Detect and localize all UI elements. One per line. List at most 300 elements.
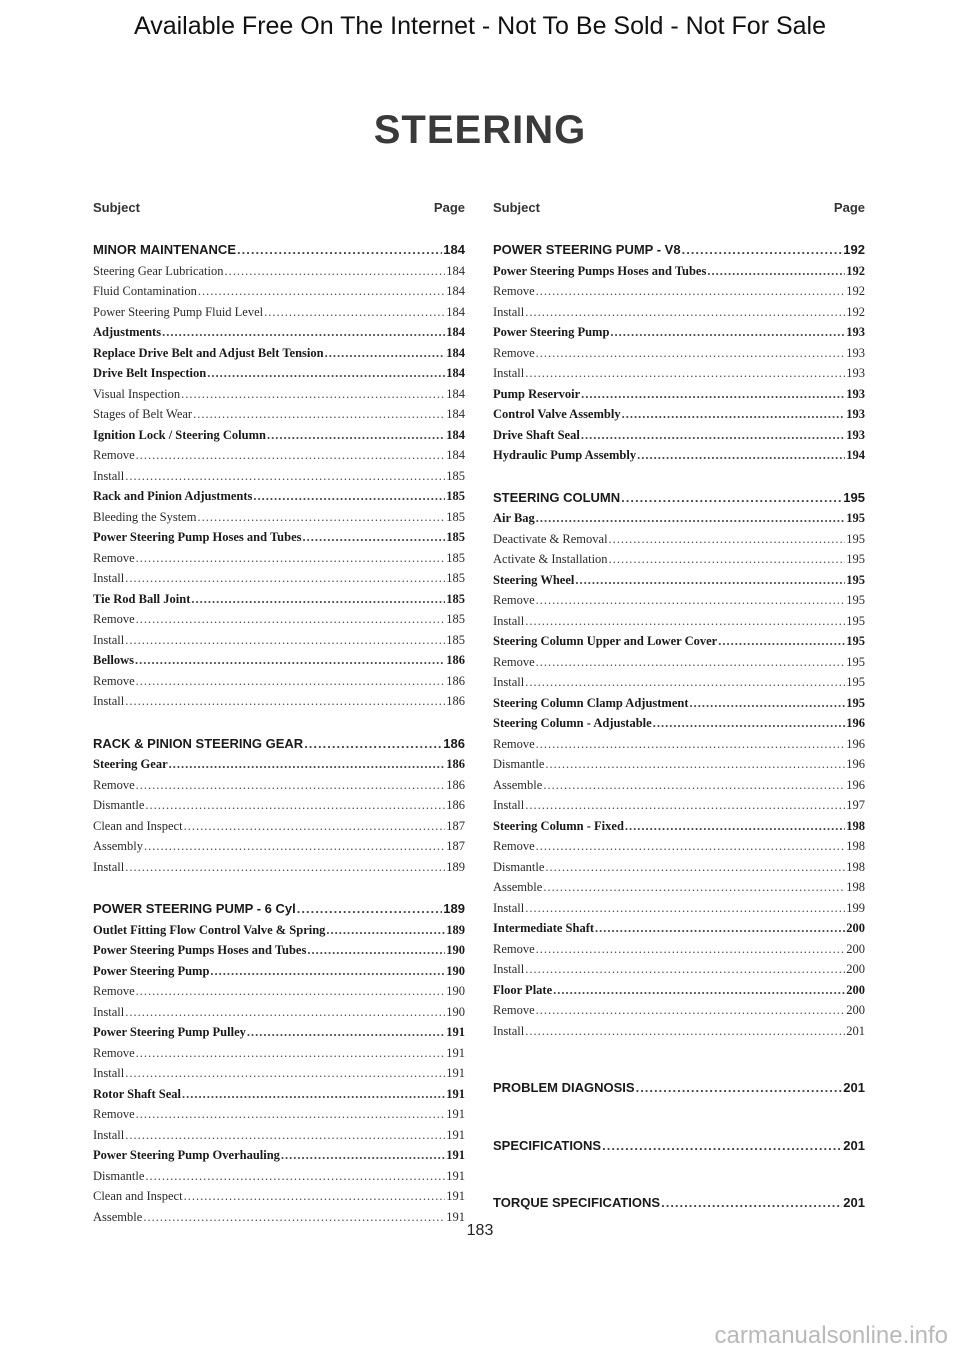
page-header: Page — [433, 200, 465, 215]
toc-entry-label: Ignition Lock / Steering Column — [93, 427, 266, 442]
toc-entry-page: 191 — [446, 1209, 465, 1224]
toc-entry-page: 185 — [446, 612, 465, 626]
dot-leader — [247, 1022, 445, 1043]
dot-leader — [543, 877, 845, 898]
toc-entry[interactable] — [93, 857, 465, 878]
dot-leader — [144, 836, 445, 857]
toc-entry[interactable] — [493, 508, 865, 529]
toc-entry-label: Power Steering Pump — [493, 325, 610, 339]
dot-leader — [145, 1166, 445, 1187]
toc-entry-label: Dismantle — [93, 798, 145, 812]
toc-entry-label: Deactivate & Removal — [493, 531, 608, 546]
toc-entry[interactable] — [93, 363, 465, 384]
toc-entry-label: Remove — [93, 612, 135, 626]
toc-entry-page: 191 — [446, 1168, 465, 1183]
toc-section-entry[interactable] — [493, 488, 865, 509]
toc-entry[interactable] — [493, 980, 865, 1001]
toc-entry-label: Fluid Contamination — [93, 284, 197, 298]
toc-entry[interactable] — [93, 691, 465, 712]
dot-leader — [307, 940, 445, 961]
toc-entry-page: 191 — [446, 1127, 465, 1142]
toc-entry-label: Outlet Fitting Flow Control Valve & Spring — [93, 922, 326, 937]
toc-entry-page: 190 — [446, 984, 465, 998]
toc-section-entry[interactable] — [493, 1193, 865, 1214]
toc-entry-label: Remove — [493, 345, 535, 360]
toc-entry[interactable] — [493, 343, 865, 364]
toc-entry-page: 185 — [446, 632, 465, 647]
dot-leader — [125, 466, 445, 487]
dot-leader — [525, 363, 845, 384]
toc-entry-page: 189 — [446, 859, 465, 874]
toc-entry-label: Steering Column Clamp Adjustment — [493, 695, 689, 710]
toc-entry-page: 194 — [846, 448, 865, 462]
toc-entry[interactable] — [493, 918, 865, 939]
toc-entry-page: 185 — [446, 591, 465, 606]
toc-entry[interactable] — [93, 404, 465, 425]
toc-entry-label: Hydraulic Pump Assembly — [493, 448, 637, 462]
toc-entry[interactable] — [493, 1021, 865, 1042]
dot-leader — [543, 775, 845, 796]
toc-entry[interactable] — [493, 877, 865, 898]
toc-entry-page: 193 — [846, 427, 865, 442]
toc-entry-page: 196 — [846, 757, 865, 771]
toc-entry[interactable] — [493, 281, 865, 302]
toc-entry-page: 190 — [446, 963, 465, 978]
toc-entry[interactable] — [493, 302, 865, 323]
toc-entry[interactable] — [493, 570, 865, 591]
dot-leader — [610, 322, 845, 343]
toc-entry-label: Remove — [493, 284, 535, 298]
toc-entry[interactable] — [493, 959, 865, 980]
dot-leader — [690, 693, 846, 714]
toc-entry-label: Power Steering Pump Hoses and Tubes — [93, 530, 302, 544]
toc-entry[interactable] — [493, 836, 865, 857]
toc-entry-label: Power Steering Pumps Hoses and Tubes — [93, 943, 307, 957]
dot-leader — [145, 795, 445, 816]
toc-entry[interactable] — [493, 529, 865, 550]
toc-entry[interactable] — [93, 466, 465, 487]
dot-leader — [169, 754, 446, 775]
toc-entry-page: 184 — [446, 284, 465, 298]
dot-leader — [136, 981, 446, 1002]
dot-leader — [281, 1145, 445, 1166]
dot-leader — [536, 281, 846, 302]
dot-leader — [184, 816, 446, 837]
toc-entry[interactable] — [93, 920, 465, 941]
toc-entry-label: Install — [93, 1004, 125, 1019]
dot-leader — [136, 445, 446, 466]
toc-entry[interactable] — [493, 672, 865, 693]
toc-entry-label: Install — [93, 468, 125, 483]
dot-leader — [125, 691, 445, 712]
toc-entry-label: Install — [493, 962, 525, 976]
dot-leader — [653, 713, 846, 734]
toc-entry[interactable] — [493, 734, 865, 755]
toc-entry[interactable] — [93, 609, 465, 630]
dot-leader — [125, 857, 445, 878]
toc-entry-page: 190 — [446, 943, 465, 957]
toc-entry[interactable] — [493, 445, 865, 466]
toc-entry-label: Remove — [93, 673, 135, 688]
toc-entry-label: Remove — [93, 1045, 135, 1060]
toc-section-entry[interactable] — [93, 734, 465, 755]
dot-leader — [536, 508, 845, 529]
toc-entry-label: Install — [93, 1066, 125, 1080]
toc-entry-page: 193 — [846, 345, 865, 360]
toc-entry[interactable] — [493, 775, 865, 796]
toc-entry-page: 200 — [846, 962, 865, 976]
toc-entry-label: Remove — [93, 448, 135, 462]
page-title: STEERING — [373, 108, 587, 152]
toc-entry-label: Steering Column Upper and Lower Cover — [493, 634, 718, 648]
toc-entry-label: Bleeding the System — [93, 509, 197, 524]
toc-entry-label: Air Bag — [493, 511, 535, 525]
toc-section-entry[interactable] — [93, 240, 465, 261]
toc-entry-page: 200 — [846, 1003, 865, 1017]
toc-entry-page: 184 — [446, 427, 465, 442]
toc-entry-label: Install — [493, 675, 525, 689]
toc-entry-page: 195 — [846, 572, 865, 587]
toc-entry-page: 200 — [846, 921, 865, 935]
toc-entry[interactable] — [93, 548, 465, 569]
toc-entry-page: 186 — [443, 735, 465, 751]
toc-entry-label: Install — [493, 1023, 525, 1038]
toc-entry[interactable] — [93, 589, 465, 610]
toc-entry[interactable] — [93, 940, 465, 961]
toc-entry-page: 186 — [446, 653, 465, 667]
toc-entry[interactable] — [93, 650, 465, 671]
toc-entry[interactable] — [493, 611, 865, 632]
toc-entry-label: Remove — [93, 777, 135, 792]
toc-entry-page: 191 — [446, 1066, 465, 1080]
toc-entry-page: 185 — [446, 489, 465, 503]
toc-entry-label: Drive Belt Inspection — [93, 366, 207, 380]
toc-entry-label: POWER STEERING PUMP - 6 Cyl — [93, 901, 296, 916]
toc-entry[interactable] — [493, 857, 865, 878]
toc-entry-page: 192 — [846, 304, 865, 319]
dot-leader — [581, 425, 845, 446]
toc-entry-page: 189 — [443, 901, 465, 916]
toc-entry[interactable] — [493, 425, 865, 446]
toc-entry-label: Pump Reservoir — [493, 386, 581, 401]
toc-entry-page: 184 — [446, 448, 465, 462]
toc-entry-page: 193 — [846, 325, 865, 339]
dot-leader — [325, 343, 446, 364]
dot-leader — [545, 754, 845, 775]
toc-entry-label: Install — [493, 798, 525, 812]
toc-entry-label: Remove — [93, 984, 135, 998]
dot-leader — [609, 529, 846, 550]
toc-entry-label: Steering Wheel — [493, 572, 575, 587]
distribution-notice: Available Free On The Internet - Not To Be Sold - Not For Sale — [133, 12, 827, 40]
toc-entry-page: 196 — [846, 716, 865, 730]
toc-entry-label: PROBLEM DIAGNOSIS — [493, 1080, 635, 1095]
toc-entry[interactable] — [93, 795, 465, 816]
dot-leader — [545, 857, 845, 878]
dot-leader — [575, 570, 845, 591]
subject-header: Subject — [93, 200, 140, 215]
toc-entry-page: 186 — [446, 694, 465, 708]
dot-leader — [536, 343, 846, 364]
toc-entry-page: 191 — [446, 1189, 465, 1203]
toc-entry-label: STEERING COLUMN — [493, 489, 621, 505]
toc-entry[interactable] — [493, 754, 865, 775]
toc-entry-page: 186 — [446, 798, 465, 812]
watermark: carmanualsonline.info — [714, 1322, 948, 1349]
toc-entry-page: 201 — [843, 1137, 865, 1153]
toc-entry-label: Remove — [93, 1107, 135, 1121]
dot-leader — [609, 549, 846, 570]
toc-entry[interactable] — [493, 898, 865, 919]
toc-entry-label: Power Steering Pump Pulley — [93, 1025, 246, 1039]
toc-entry[interactable] — [493, 404, 865, 425]
dot-leader — [602, 1136, 842, 1157]
dot-leader — [210, 961, 445, 982]
toc-entry-page: 193 — [846, 407, 865, 421]
dot-leader — [682, 240, 843, 261]
dot-leader — [553, 980, 845, 1001]
toc-entry[interactable] — [493, 713, 865, 734]
toc-entry-page: 192 — [846, 263, 865, 278]
toc-entry-label: Assemble — [93, 1209, 143, 1224]
toc-section-entry[interactable] — [493, 1136, 865, 1157]
toc-entry-label: Bellows — [93, 653, 134, 667]
toc-entry-label: Activate & Installation — [493, 552, 608, 566]
toc-entry-label: Adjustments — [93, 325, 162, 339]
dot-leader — [125, 1063, 445, 1084]
column-header — [493, 200, 865, 220]
dot-leader — [125, 568, 445, 589]
dot-leader — [125, 1002, 445, 1023]
toc-entry-label: RACK & PINION STEERING GEAR — [93, 735, 304, 751]
toc-entry-label: Remove — [493, 941, 535, 956]
dot-leader — [326, 920, 445, 941]
toc-entry[interactable] — [493, 816, 865, 837]
toc-entry[interactable] — [493, 261, 865, 282]
toc-entry[interactable] — [493, 652, 865, 673]
toc-column-left — [93, 200, 465, 1227]
toc-entry-page: 191 — [446, 1148, 465, 1162]
dot-leader — [184, 1186, 446, 1207]
page-header: Page — [833, 200, 865, 215]
toc-entry-label: Dismantle — [93, 1168, 145, 1183]
toc-entry[interactable] — [93, 1022, 465, 1043]
toc-entry[interactable] — [93, 1104, 465, 1125]
toc-entry[interactable] — [93, 568, 465, 589]
toc-entry[interactable] — [93, 1186, 465, 1207]
dot-leader — [636, 1078, 843, 1099]
toc-entry-label: Floor Plate — [493, 982, 553, 997]
toc-entry-page: 201 — [846, 1023, 865, 1038]
toc-entry-page: 201 — [843, 1195, 865, 1210]
toc-entry-label: Install — [93, 571, 125, 585]
toc-entry-page: 186 — [446, 673, 465, 688]
toc-entry-page: 193 — [846, 386, 865, 401]
toc-entry-label: MINOR MAINTENANCE — [93, 242, 236, 257]
toc-entry-label: Install — [493, 366, 525, 380]
toc-entry[interactable] — [93, 1002, 465, 1023]
toc-section-entry[interactable] — [493, 1078, 865, 1099]
toc-entry-page: 193 — [846, 366, 865, 380]
toc-entry[interactable] — [93, 384, 465, 405]
toc-entry-label: Stages of Belt Wear — [93, 407, 193, 421]
toc-entry[interactable] — [93, 671, 465, 692]
toc-entry[interactable] — [93, 322, 465, 343]
toc-entry-page: 184 — [443, 242, 465, 257]
dot-leader — [136, 1104, 446, 1125]
subject-header: Subject — [493, 200, 540, 215]
toc-entry-label: Install — [493, 304, 525, 319]
toc-entry-label: POWER STEERING PUMP - V8 — [493, 242, 681, 257]
toc-entry[interactable] — [93, 630, 465, 651]
toc-entry-label: Install — [493, 613, 525, 628]
toc-entry-label: Replace Drive Belt and Adjust Belt Tension — [93, 345, 324, 360]
toc-entry-page: 185 — [446, 509, 465, 524]
toc-entry-page: 197 — [846, 798, 865, 812]
toc-list-left — [93, 240, 465, 1227]
toc-entry[interactable] — [93, 836, 465, 857]
toc-entry-page: 191 — [446, 1107, 465, 1121]
toc-entry-page: 184 — [446, 263, 465, 278]
toc-entry[interactable] — [493, 939, 865, 960]
dot-leader — [193, 404, 445, 425]
toc-entry[interactable] — [493, 795, 865, 816]
toc-entry[interactable] — [93, 281, 465, 302]
toc-entry-label: Power Steering Pumps Hoses and Tubes — [493, 263, 707, 278]
dot-leader — [718, 631, 845, 652]
column-header — [93, 200, 465, 220]
toc-entry[interactable] — [493, 384, 865, 405]
toc-entry-label: Install — [93, 859, 125, 874]
dot-leader — [595, 918, 845, 939]
toc-entry-label: Remove — [493, 736, 535, 751]
toc-entry-label: Steering Gear Lubrication — [93, 263, 224, 278]
toc-entry[interactable] — [93, 445, 465, 466]
toc-entry[interactable] — [93, 1166, 465, 1187]
toc-entry[interactable] — [93, 1063, 465, 1084]
dot-leader — [198, 281, 445, 302]
toc-entry-label: Install — [93, 1127, 125, 1142]
toc-entry[interactable] — [493, 1000, 865, 1021]
dot-leader — [267, 425, 445, 446]
dot-leader — [182, 1084, 445, 1105]
toc-entry[interactable] — [93, 1125, 465, 1146]
toc-entry-page: 191 — [446, 1086, 465, 1101]
toc-entry-page: 200 — [846, 941, 865, 956]
dot-leader — [264, 302, 445, 323]
dot-leader — [621, 488, 842, 509]
toc-entry[interactable] — [93, 1084, 465, 1105]
dot-leader — [135, 650, 445, 671]
toc-entry[interactable] — [93, 425, 465, 446]
toc-entry-page: 195 — [846, 695, 865, 710]
dot-leader — [253, 486, 445, 507]
toc-entry[interactable] — [93, 343, 465, 364]
toc-entry[interactable] — [93, 527, 465, 548]
toc-entry-page: 195 — [846, 531, 865, 546]
toc-entry[interactable] — [493, 693, 865, 714]
dot-leader — [525, 611, 845, 632]
toc-entry-label: Install — [93, 632, 125, 647]
toc-entry[interactable] — [93, 507, 465, 528]
dot-leader — [536, 734, 846, 755]
toc-entry-page: 185 — [446, 550, 465, 565]
toc-column-right — [493, 200, 865, 1214]
toc-entry-page: 195 — [846, 654, 865, 669]
toc-entry[interactable] — [93, 261, 465, 282]
toc-entry-label: Power Steering Pump — [93, 963, 210, 978]
toc-entry-page: 184 — [446, 325, 465, 339]
dot-leader — [162, 322, 445, 343]
toc-entry[interactable] — [493, 322, 865, 343]
toc-section-entry[interactable] — [493, 240, 865, 261]
toc-entry[interactable] — [93, 981, 465, 1002]
toc-entry[interactable] — [493, 549, 865, 570]
toc-entry-page: 192 — [846, 284, 865, 298]
toc-entry-label: Visual Inspection — [93, 386, 181, 401]
toc-entry-page: 184 — [446, 345, 465, 360]
toc-entry-page: 191 — [446, 1045, 465, 1060]
toc-entry[interactable] — [93, 1145, 465, 1166]
toc-entry[interactable] — [93, 1043, 465, 1064]
dot-leader — [525, 898, 845, 919]
toc-entry-label: Steering Column - Adjustable — [493, 716, 652, 730]
page-number: 183 — [466, 1222, 494, 1239]
toc-entry-label: Power Steering Pump Overhauling — [93, 1148, 280, 1162]
toc-entry[interactable] — [93, 754, 465, 775]
toc-entry[interactable] — [493, 590, 865, 611]
dot-leader — [661, 1193, 842, 1214]
toc-entry-page: 192 — [843, 242, 865, 257]
toc-entry-page: 184 — [446, 407, 465, 421]
toc-entry[interactable] — [93, 486, 465, 507]
dot-leader — [525, 302, 845, 323]
toc-entry-label: Tie Rod Ball Joint — [93, 591, 191, 606]
toc-entry-page: 187 — [446, 818, 465, 833]
toc-entry[interactable] — [93, 775, 465, 796]
dot-leader — [581, 384, 845, 405]
dot-leader — [225, 261, 446, 282]
toc-entry-label: Assemble — [493, 880, 543, 894]
toc-entry-page: 195 — [846, 613, 865, 628]
toc-entry[interactable] — [493, 363, 865, 384]
dot-leader — [525, 959, 845, 980]
toc-section-entry[interactable] — [93, 899, 465, 920]
toc-entry[interactable] — [93, 302, 465, 323]
toc-entry-page: 184 — [446, 366, 465, 380]
dot-leader — [181, 384, 445, 405]
toc-entry-page: 189 — [446, 922, 465, 937]
toc-entry[interactable] — [93, 961, 465, 982]
toc-entry-page: 184 — [446, 304, 465, 319]
dot-leader — [536, 1000, 846, 1021]
toc-entry-label: Remove — [493, 593, 535, 607]
toc-entry-label: SPECIFICATIONS — [493, 1137, 602, 1153]
toc-entry-label: Control Valve Assembly — [493, 407, 621, 421]
toc-entry-label: Remove — [493, 1003, 535, 1017]
toc-entry-page: 195 — [846, 511, 865, 525]
toc-entry-page: 190 — [446, 1004, 465, 1019]
toc-entry-label: Install — [93, 694, 125, 708]
dot-leader — [304, 734, 442, 755]
toc-entry[interactable] — [493, 631, 865, 652]
toc-entry-page: 185 — [446, 571, 465, 585]
dot-leader — [525, 672, 845, 693]
toc-entry-page: 196 — [846, 736, 865, 751]
toc-entry[interactable] — [93, 816, 465, 837]
toc-entry-page: 198 — [846, 859, 865, 874]
dot-leader — [136, 609, 446, 630]
